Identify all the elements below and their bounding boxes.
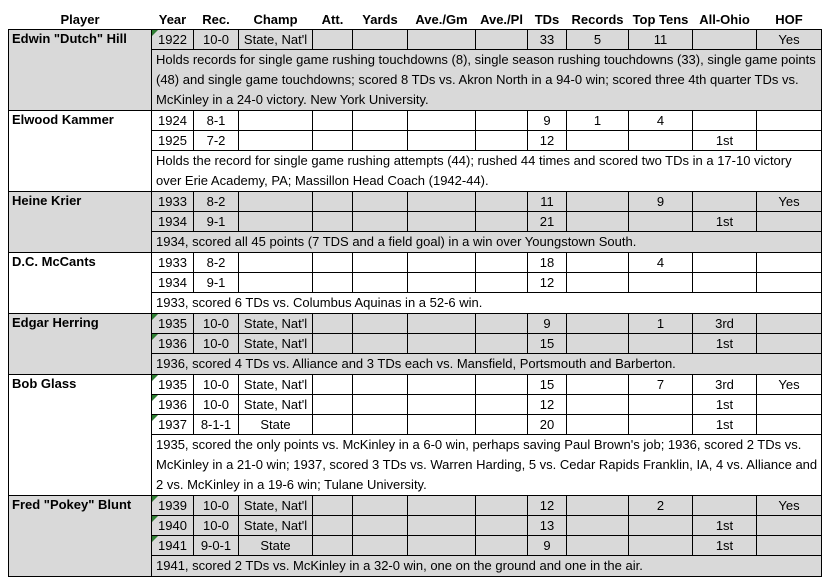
records-cell [567, 212, 629, 232]
yards-cell [353, 253, 408, 273]
season-row [9, 496, 822, 516]
header-ave-gm: Ave./Gm [415, 11, 468, 27]
season-row [9, 314, 822, 334]
champ-cell: State, Nat'l [239, 375, 313, 395]
records-cell [567, 192, 629, 212]
year-cell: 1935 [152, 314, 194, 334]
champ-cell: State [239, 536, 313, 556]
all-ohio-cell: 1st [693, 415, 757, 435]
hof-cell [757, 314, 822, 334]
champ-cell: State, Nat'l [239, 314, 313, 334]
rec-cell: 8-1 [194, 111, 239, 131]
tds-cell: 12 [528, 496, 567, 516]
all-ohio-cell [693, 192, 757, 212]
stats-table-wrapper [8, 9, 822, 577]
records-cell [567, 334, 629, 354]
top-tens-cell: 1 [629, 314, 693, 334]
rec-cell: 10-0 [194, 30, 239, 50]
top-tens-cell [629, 415, 693, 435]
ave-pl-cell [476, 273, 528, 293]
ave-pl-cell [476, 131, 528, 151]
records-cell [567, 314, 629, 334]
yards-cell [353, 375, 408, 395]
att-cell [313, 496, 353, 516]
year-cell: 1922 [152, 30, 194, 50]
header-records: Records [571, 11, 624, 27]
header-att: Att. [321, 11, 344, 27]
tds-cell: 12 [528, 273, 567, 293]
champ-cell: State, Nat'l [239, 395, 313, 415]
hof-cell [757, 334, 822, 354]
season-row [9, 30, 822, 50]
top-tens-cell [629, 536, 693, 556]
att-cell [313, 273, 353, 293]
ave-pl-cell [476, 516, 528, 536]
att-cell [313, 131, 353, 151]
hof-cell [757, 415, 822, 435]
records-cell [567, 415, 629, 435]
ave-pl-cell [476, 111, 528, 131]
header-row [9, 9, 822, 30]
ave-gm-cell [408, 212, 476, 232]
all-ohio-cell: 1st [693, 334, 757, 354]
all-ohio-cell [693, 253, 757, 273]
player-note: Holds records for single game rushing touchdowns (8), single season rushing touchdowns (33), single game points (48) and single game touchdowns; scored 8 TDs vs. Akron North in a 94-0 win; scored three 4th quarter TDs vs. McKinley in a 24-0 victory. New York University. [152, 50, 822, 111]
top-tens-cell [629, 395, 693, 415]
att-cell [313, 192, 353, 212]
rec-cell: 10-0 [194, 516, 239, 536]
hof-cell: Yes [757, 375, 822, 395]
player-stats-table [8, 9, 822, 577]
season-row [9, 253, 822, 273]
header-top-tens: Top Tens [632, 11, 689, 27]
player-rows [9, 30, 822, 577]
records-cell [567, 273, 629, 293]
yards-cell [353, 516, 408, 536]
att-cell [313, 334, 353, 354]
all-ohio-cell: 3rd [693, 314, 757, 334]
year-cell: 1934 [152, 212, 194, 232]
ave-gm-cell [408, 111, 476, 131]
champ-cell [239, 273, 313, 293]
rec-cell: 10-0 [194, 314, 239, 334]
hof-cell [757, 273, 822, 293]
all-ohio-cell: 1st [693, 516, 757, 536]
player-note: 1934, scored all 45 points (7 TDS and a field goal) in a win over Youngstown South. [152, 232, 822, 253]
season-row [9, 375, 822, 395]
champ-cell: State [239, 415, 313, 435]
header-champ: Champ [253, 11, 298, 27]
year-cell: 1941 [152, 536, 194, 556]
player-name: Fred "Pokey" Blunt [9, 496, 152, 577]
all-ohio-cell [693, 30, 757, 50]
yards-cell [353, 30, 408, 50]
hof-cell: Yes [757, 496, 822, 516]
records-cell [567, 395, 629, 415]
att-cell [313, 30, 353, 50]
hof-cell [757, 253, 822, 273]
records-cell [567, 253, 629, 273]
att-cell [313, 536, 353, 556]
records-cell [567, 516, 629, 536]
ave-pl-cell [476, 375, 528, 395]
year-cell: 1936 [152, 334, 194, 354]
tds-cell: 12 [528, 131, 567, 151]
ave-gm-cell [408, 192, 476, 212]
ave-gm-cell [408, 415, 476, 435]
all-ohio-cell: 1st [693, 131, 757, 151]
hof-cell [757, 212, 822, 232]
rec-cell: 10-0 [194, 375, 239, 395]
rec-cell: 8-1-1 [194, 415, 239, 435]
tds-cell: 9 [528, 536, 567, 556]
rec-cell: 9-0-1 [194, 536, 239, 556]
yards-cell [353, 415, 408, 435]
yards-cell [353, 212, 408, 232]
header-rec: Rec. [202, 11, 230, 27]
hof-cell [757, 516, 822, 536]
year-cell: 1933 [152, 192, 194, 212]
ave-gm-cell [408, 516, 476, 536]
player-name: Bob Glass [9, 375, 152, 496]
hof-cell [757, 131, 822, 151]
tds-cell: 9 [528, 314, 567, 334]
ave-pl-cell [476, 415, 528, 435]
yards-cell [353, 395, 408, 415]
player-note: 1941, scored 2 TDs vs. McKinley in a 32-0 win, one on the ground and one in the air. [152, 556, 822, 577]
all-ohio-cell: 1st [693, 395, 757, 415]
ave-pl-cell [476, 30, 528, 50]
year-cell: 1940 [152, 516, 194, 536]
tds-cell: 11 [528, 192, 567, 212]
top-tens-cell: 9 [629, 192, 693, 212]
top-tens-cell: 2 [629, 496, 693, 516]
att-cell [313, 253, 353, 273]
rec-cell: 8-2 [194, 253, 239, 273]
top-tens-cell [629, 516, 693, 536]
year-cell: 1925 [152, 131, 194, 151]
top-tens-cell: 7 [629, 375, 693, 395]
ave-gm-cell [408, 273, 476, 293]
header-player: Player [60, 11, 100, 27]
top-tens-cell [629, 334, 693, 354]
records-cell [567, 536, 629, 556]
tds-cell: 15 [528, 375, 567, 395]
ave-gm-cell [408, 536, 476, 556]
rec-cell: 9-1 [194, 273, 239, 293]
ave-pl-cell [476, 496, 528, 516]
ave-pl-cell [476, 395, 528, 415]
header-tds: TDs [534, 11, 560, 27]
yards-cell [353, 131, 408, 151]
player-name: Edgar Herring [9, 314, 152, 375]
season-row [9, 111, 822, 131]
att-cell [313, 212, 353, 232]
ave-pl-cell [476, 212, 528, 232]
champ-cell [239, 192, 313, 212]
header-year: Year [158, 11, 187, 27]
records-cell: 5 [567, 30, 629, 50]
tds-cell: 13 [528, 516, 567, 536]
all-ohio-cell [693, 111, 757, 131]
ave-pl-cell [476, 192, 528, 212]
tds-cell: 21 [528, 212, 567, 232]
yards-cell [353, 273, 408, 293]
top-tens-cell: 4 [629, 253, 693, 273]
champ-cell: State, Nat'l [239, 516, 313, 536]
year-cell: 1937 [152, 415, 194, 435]
all-ohio-cell: 1st [693, 212, 757, 232]
player-note: 1933, scored 6 TDs vs. Columbus Aquinas in a 52-6 win. [152, 293, 822, 314]
rec-cell: 10-0 [194, 496, 239, 516]
player-name: D.C. McCants [9, 253, 152, 314]
player-name: Elwood Kammer [9, 111, 152, 192]
hof-cell [757, 536, 822, 556]
tds-cell: 15 [528, 334, 567, 354]
header-all-ohio: All-Ohio [699, 11, 750, 27]
top-tens-cell [629, 273, 693, 293]
records-cell: 1 [567, 111, 629, 131]
top-tens-cell [629, 212, 693, 232]
hof-cell: Yes [757, 192, 822, 212]
records-cell [567, 131, 629, 151]
top-tens-cell [629, 131, 693, 151]
ave-gm-cell [408, 334, 476, 354]
att-cell [313, 111, 353, 131]
champ-cell: State, Nat'l [239, 30, 313, 50]
year-cell: 1936 [152, 395, 194, 415]
all-ohio-cell: 1st [693, 536, 757, 556]
att-cell [313, 395, 353, 415]
year-cell: 1933 [152, 253, 194, 273]
yards-cell [353, 536, 408, 556]
tds-cell: 18 [528, 253, 567, 273]
yards-cell [353, 111, 408, 131]
top-tens-cell: 4 [629, 111, 693, 131]
year-cell: 1935 [152, 375, 194, 395]
ave-gm-cell [408, 314, 476, 334]
year-cell: 1924 [152, 111, 194, 131]
player-name: Edwin "Dutch" Hill [9, 30, 152, 111]
year-cell: 1934 [152, 273, 194, 293]
all-ohio-cell [693, 496, 757, 516]
att-cell [313, 415, 353, 435]
att-cell [313, 516, 353, 536]
tds-cell: 20 [528, 415, 567, 435]
ave-gm-cell [408, 395, 476, 415]
yards-cell [353, 496, 408, 516]
header-yards: Yards [362, 11, 398, 27]
header-hof: HOF [775, 11, 803, 27]
hof-cell: Yes [757, 30, 822, 50]
rec-cell: 7-2 [194, 131, 239, 151]
rec-cell: 9-1 [194, 212, 239, 232]
champ-cell: State, Nat'l [239, 496, 313, 516]
records-cell [567, 375, 629, 395]
rec-cell: 8-2 [194, 192, 239, 212]
ave-gm-cell [408, 253, 476, 273]
att-cell [313, 375, 353, 395]
ave-pl-cell [476, 536, 528, 556]
ave-gm-cell [408, 131, 476, 151]
rec-cell: 10-0 [194, 395, 239, 415]
att-cell [313, 314, 353, 334]
header-ave-pl: Ave./Pl [480, 11, 523, 27]
season-row [9, 192, 822, 212]
ave-gm-cell [408, 30, 476, 50]
tds-cell: 9 [528, 111, 567, 131]
ave-pl-cell [476, 334, 528, 354]
all-ohio-cell [693, 273, 757, 293]
champ-cell [239, 111, 313, 131]
all-ohio-cell: 3rd [693, 375, 757, 395]
year-cell: 1939 [152, 496, 194, 516]
hof-cell [757, 111, 822, 131]
ave-pl-cell [476, 253, 528, 273]
rec-cell: 10-0 [194, 334, 239, 354]
yards-cell [353, 334, 408, 354]
records-cell [567, 496, 629, 516]
tds-cell: 12 [528, 395, 567, 415]
player-name: Heine Krier [9, 192, 152, 253]
ave-gm-cell [408, 496, 476, 516]
hof-cell [757, 395, 822, 415]
yards-cell [353, 314, 408, 334]
player-note: 1935, scored the only points vs. McKinley in a 6-0 win, perhaps saving Paul Brown's job; 1936, scored 2 TDs vs. McKinley in a 21-0 win; 1937, scored 3 TDs vs. Warren Harding, 5 vs. Cedar Rapids Franklin, IA, 4 vs. Alliance and 2 vs. McKinley in a 19-6 win; Tulane University. [152, 435, 822, 496]
champ-cell [239, 253, 313, 273]
top-tens-cell: 11 [629, 30, 693, 50]
champ-cell [239, 131, 313, 151]
player-note: 1936, scored 4 TDs vs. Alliance and 3 TDs each vs. Mansfield, Portsmouth and Barberton. [152, 354, 822, 375]
player-note: Holds the record for single game rushing attempts (44); rushed 44 times and scored two TDs in a 17-10 victory over Erie Academy, PA; Massillon Head Coach (1942-44). [152, 151, 822, 192]
ave-pl-cell [476, 314, 528, 334]
yards-cell [353, 192, 408, 212]
champ-cell [239, 212, 313, 232]
tds-cell: 33 [528, 30, 567, 50]
ave-gm-cell [408, 375, 476, 395]
champ-cell: State, Nat'l [239, 334, 313, 354]
